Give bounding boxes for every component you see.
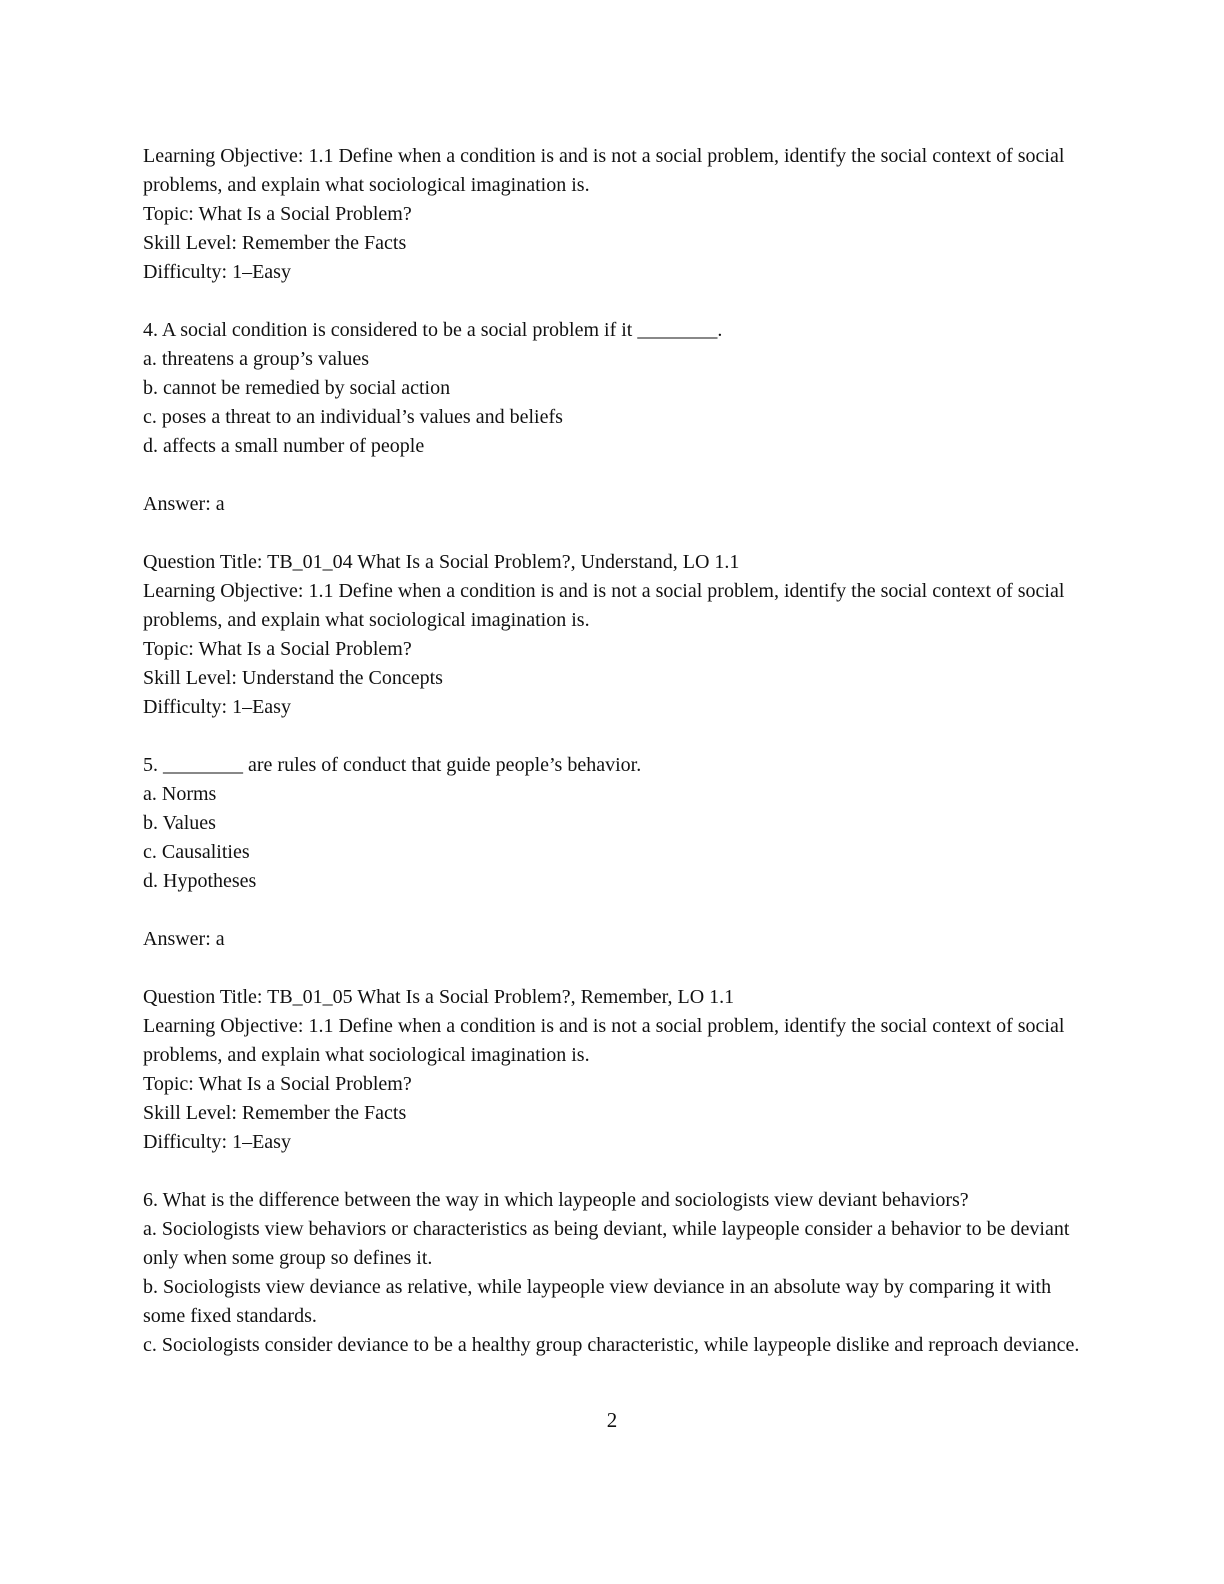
learning-objective: Learning Objective: 1.1 Define when a condition is and is not a social problem, identify the social context of social problems, and explain what sociological imagination is.	[143, 145, 1065, 196]
option-a: a. threatens a group’s values	[143, 348, 370, 370]
option-a: a. Sociologists view behaviors or characteristics as being deviant, while laypeople consider a behavior to be deviant only when some group so defines it.	[143, 1218, 1070, 1269]
option-b: b. Sociologists view deviance as relative, while laypeople view deviance in an absolute way by comparing it with some fixed standards.	[143, 1276, 1052, 1327]
skill-level: Skill Level: Remember the Facts	[143, 232, 407, 254]
option-d: d. Hypotheses	[143, 870, 257, 892]
skill-level: Skill Level: Understand the Concepts	[143, 667, 443, 689]
topic: Topic: What Is a Social Problem?	[143, 1073, 412, 1095]
answer: Answer: a	[143, 493, 225, 515]
difficulty: Difficulty: 1–Easy	[143, 696, 291, 718]
metadata-block	[143, 142, 1083, 287]
learning-objective: Learning Objective: 1.1 Define when a condition is and is not a social problem, identify the social context of social problems, and explain what sociological imagination is.	[143, 1015, 1065, 1066]
topic: Topic: What Is a Social Problem?	[143, 638, 412, 660]
option-b: b. Values	[143, 812, 216, 834]
question-6	[143, 1186, 1083, 1360]
question-5	[143, 751, 1083, 1157]
question-stem: 5. ________ are rules of conduct that guide people’s behavior.	[143, 754, 642, 776]
option-b: b. cannot be remedied by social action	[143, 377, 451, 399]
option-c: c. Sociologists consider deviance to be a healthy group characteristic, while laypeople dislike and reproach deviance.	[143, 1334, 1080, 1356]
question-4	[143, 316, 1083, 722]
option-d: d. affects a small number of people	[143, 435, 425, 457]
question-stem: 4. A social condition is considered to be a social problem if it ________.	[143, 319, 723, 341]
answer: Answer: a	[143, 928, 225, 950]
skill-level: Skill Level: Remember the Facts	[143, 1102, 407, 1124]
option-c: c. poses a threat to an individual’s values and beliefs	[143, 406, 563, 428]
document-page	[143, 142, 1083, 1360]
question-title: Question Title: TB_01_04 What Is a Social Problem?, Understand, LO 1.1	[143, 551, 740, 573]
topic: Topic: What Is a Social Problem?	[143, 203, 412, 225]
option-a: a. Norms	[143, 783, 217, 805]
difficulty: Difficulty: 1–Easy	[143, 261, 291, 283]
question-stem: 6. What is the difference between the way in which laypeople and sociologists view deviant behaviors?	[143, 1189, 969, 1211]
difficulty: Difficulty: 1–Easy	[143, 1131, 291, 1153]
page-number: 2	[606, 1408, 618, 1432]
option-c: c. Causalities	[143, 841, 250, 863]
learning-objective: Learning Objective: 1.1 Define when a condition is and is not a social problem, identify the social context of social problems, and explain what sociological imagination is.	[143, 580, 1065, 631]
question-title: Question Title: TB_01_05 What Is a Social Problem?, Remember, LO 1.1	[143, 986, 735, 1008]
